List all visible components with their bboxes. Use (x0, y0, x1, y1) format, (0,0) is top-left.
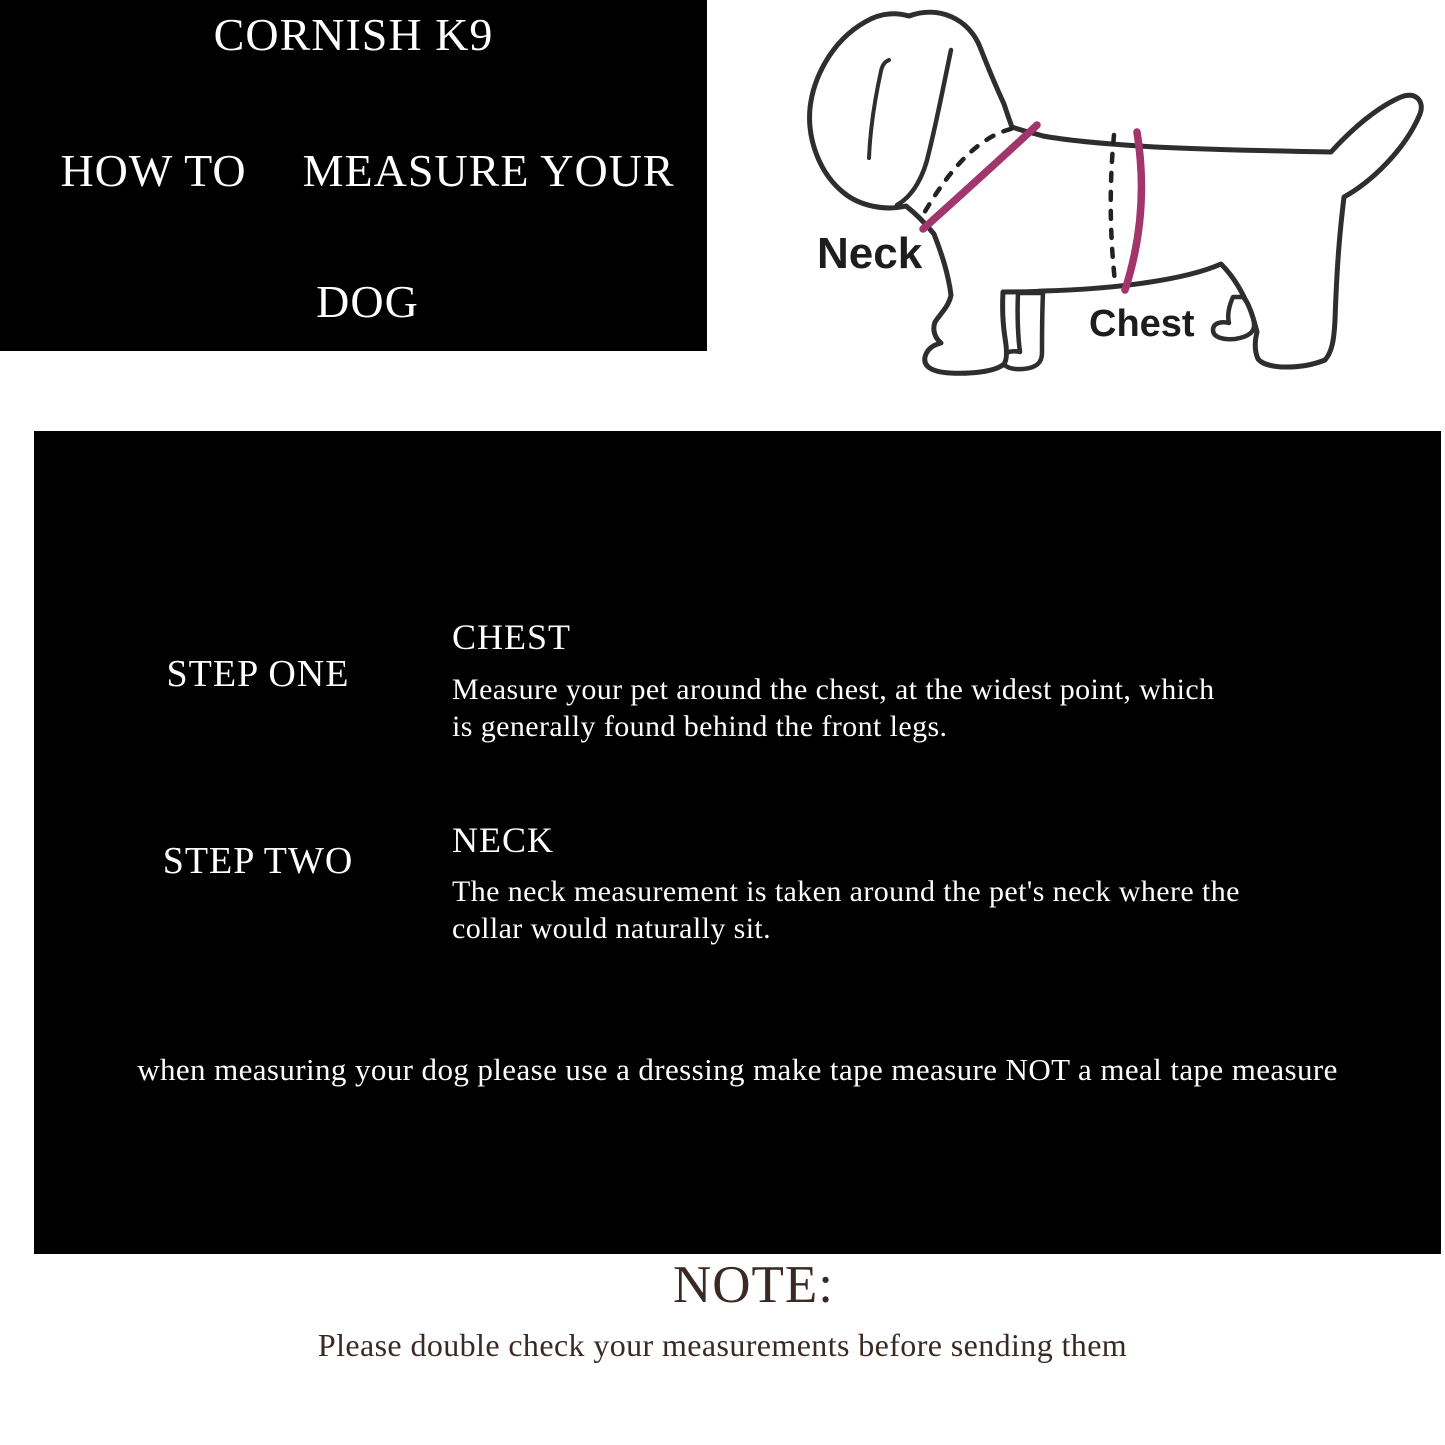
step-one-label: STEP ONE (166, 653, 350, 695)
steps-panel (34, 431, 1441, 1254)
chest-body-line2: is generally found behind the front legs. (452, 710, 948, 743)
neck-body-line2: collar would naturally sit. (452, 912, 772, 945)
chest-body-line1: Measure your pet around the chest, at the widest point, which (452, 673, 1215, 706)
neck-section-body (452, 873, 1240, 947)
note-heading: NOTE: (672, 1256, 835, 1314)
page-title-word2: MEASURE YOUR (302, 145, 675, 196)
chest-diagram-label: Chest (1089, 303, 1195, 345)
page-title (14, 145, 721, 196)
dog-measurement-diagram (755, 0, 1445, 400)
page-title-line2: DOG (316, 276, 419, 327)
page-title-word1: HOW TO (60, 145, 247, 196)
neck-diagram-label: Neck (817, 229, 923, 278)
neck-body-line1: The neck measurement is taken around the pet's neck where the (452, 875, 1240, 908)
header-panel (0, 0, 707, 351)
note-body: Please double check your measurements before sending them (317, 1327, 1128, 1363)
tape-measure-warning: when measuring your dog please use a dressing make tape measure NOT a meal tape measure (137, 1052, 1338, 1087)
step-two-label: STEP TWO (162, 840, 354, 882)
neck-section-heading: NECK (452, 820, 554, 860)
brand-title: CORNISH K9 (213, 9, 494, 60)
chest-section-body (452, 671, 1215, 745)
chest-section-heading: CHEST (452, 617, 572, 657)
